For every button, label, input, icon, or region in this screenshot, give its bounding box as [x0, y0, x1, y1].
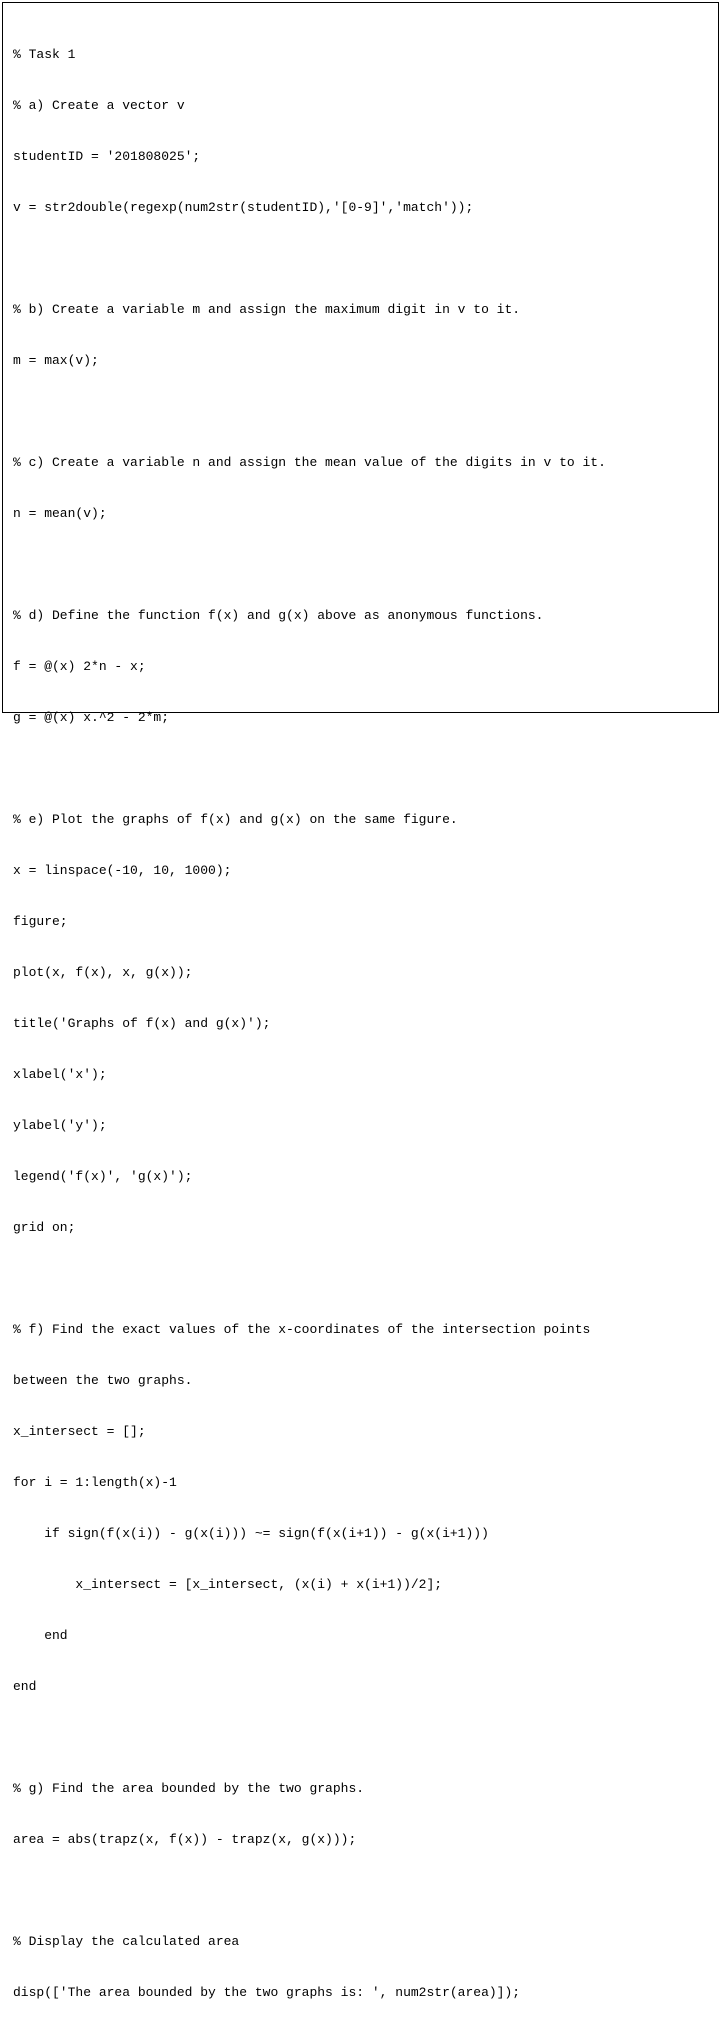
- blank-line: [13, 403, 710, 420]
- code-line-9: % c) Create a variable n and assign the mean value of the digits in v to it.: [13, 455, 606, 470]
- code-line-20: title('Graphs of f(x) and g(x)');: [13, 1016, 271, 1031]
- code-line-13: f = @(x) 2*n - x;: [13, 659, 146, 674]
- code-line-31: x_intersect = [x_intersect, (x(i) + x(i+1))/2];: [13, 1577, 443, 1592]
- code-line-19: plot(x, f(x), x, g(x));: [13, 965, 193, 980]
- code-line-33: end: [13, 1679, 37, 1694]
- blank-line: [13, 1270, 710, 1287]
- code-line-39: disp(['The area bounded by the two graphs is: ', num2str(area)]);: [13, 1985, 521, 2000]
- code-line-16: % e) Plot the graphs of f(x) and g(x) on the same figure.: [13, 812, 458, 827]
- blank-line: [13, 1729, 710, 1746]
- code-line-3: studentID = '201808025';: [13, 149, 201, 164]
- code-line-27: between the two graphs.: [13, 1373, 193, 1388]
- code-line-23: legend('f(x)', 'g(x)');: [13, 1169, 193, 1184]
- code-line-38: % Display the calculated area: [13, 1934, 240, 1949]
- code-line-35: % g) Find the area bounded by the two graphs.: [13, 1781, 365, 1796]
- code-line-4: v = str2double(regexp(num2str(studentID),'[0-9]','match'));: [13, 200, 474, 215]
- code-line-17: x = linspace(-10, 10, 1000);: [13, 863, 232, 878]
- code-line-36: area = abs(trapz(x, f(x)) - trapz(x, g(x)));: [13, 1832, 357, 1847]
- code-line-32: end: [13, 1628, 68, 1643]
- code-line-6: % b) Create a variable m and assign the maximum digit in v to it.: [13, 302, 521, 317]
- code-line-28: x_intersect = [];: [13, 1424, 146, 1439]
- blank-line: [13, 1882, 710, 1899]
- code-line-18: figure;: [13, 914, 68, 929]
- code-line-30: if sign(f(x(i)) - g(x(i))) ~= sign(f(x(i+1)) - g(x(i+1))): [13, 1526, 489, 1541]
- code-line-14: g = @(x) x.^2 - 2*m;: [13, 710, 170, 725]
- code-line-7: m = max(v);: [13, 353, 99, 368]
- blank-line: [13, 556, 710, 573]
- blank-line: [13, 250, 710, 267]
- code-block: [13, 12, 710, 2035]
- code-line-29: for i = 1:length(x)-1: [13, 1475, 177, 1490]
- code-line-24: grid on;: [13, 1220, 76, 1235]
- code-line-21: xlabel('x');: [13, 1067, 107, 1082]
- code-line-12: % d) Define the function f(x) and g(x) above as anonymous functions.: [13, 608, 544, 623]
- code-line-26: % f) Find the exact values of the x-coordinates of the intersection points: [13, 1322, 591, 1337]
- code-line-1: % Task 1: [13, 47, 76, 62]
- code-line-10: n = mean(v);: [13, 506, 107, 521]
- code-line-22: ylabel('y');: [13, 1118, 107, 1133]
- document-frame: [2, 2, 719, 2000]
- blank-line: [13, 760, 710, 777]
- code-line-2: % a) Create a vector v: [13, 98, 185, 113]
